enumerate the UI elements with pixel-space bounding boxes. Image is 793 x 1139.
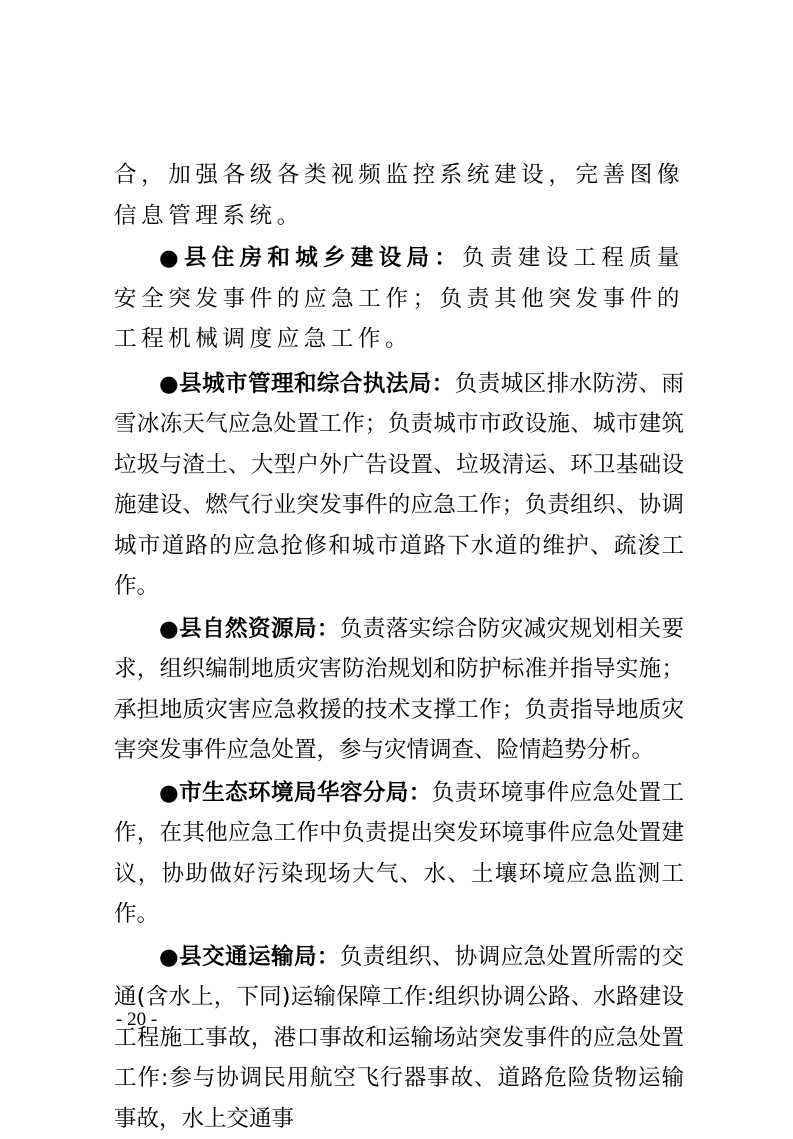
paragraph-text: 合，加强各级各类视频监控系统建设，完善图像信息管理系统。 xyxy=(114,162,684,229)
department-name: ●县自然资源局： xyxy=(159,616,340,642)
paragraph-text: 负责组织、协调应急处置所需的交通(含水上，下同)运输保障工作:组织协调公路、水路建设工程施工事故，港口事故和运输场站突发事件的应急处置工作:参与协调民用航空飞行器事故、道路危险货物运输事故，水上交通事 xyxy=(114,944,684,1132)
page-number: - 20 - xyxy=(116,1009,157,1031)
department-name: ●县城市管理和综合执法局： xyxy=(159,371,455,397)
paragraph-text: 负责建设工程质量安全突发事件的应急工作；负责其他突发事件的工程机械调度应急工作。 xyxy=(114,245,684,352)
paragraph-text: 负责环境事件应急处置工作，在其他应急工作中负责提出突发环境事件应急处置建议，协助做好污染现场大气、水、土壤环境应急监测工作。 xyxy=(114,780,684,928)
paragraph-natural-resources-bureau xyxy=(114,609,684,771)
paragraph-text: 负责落实综合防灾减灾规划相关要求，组织编制地质灾害防治规划和防护标准并指导实施；承担地质灾害应急救援的技术支撑工作；负责指导地质灾害突发事件应急处置，参与灾情调查、险情趋势分析。 xyxy=(114,616,684,764)
paragraph-transport-bureau xyxy=(114,937,684,1139)
department-name: ●县住房和城乡建设局： xyxy=(159,245,462,271)
department-name: ●县交通运输局： xyxy=(159,944,340,970)
paragraph-urban-management-bureau xyxy=(114,364,684,607)
paragraph-housing-bureau xyxy=(114,238,684,360)
paragraph-continuation xyxy=(114,155,684,236)
paragraph-text: 负责城区排水防涝、雨雪冰冻天气应急处置工作；负责城市市政设施、城市建筑垃圾与渣土、大型户外广告设置、垃圾清运、环卫基础设施建设、燃气行业突发事件的应急工作；负责组织、协调城市道路的应急抢修和城市道路下水道的维护、疏浚工作。 xyxy=(114,371,684,600)
department-name: ●市生态环境局华容分局： xyxy=(159,780,432,806)
paragraph-ecology-environment-branch xyxy=(114,773,684,935)
document-body xyxy=(114,155,684,1139)
